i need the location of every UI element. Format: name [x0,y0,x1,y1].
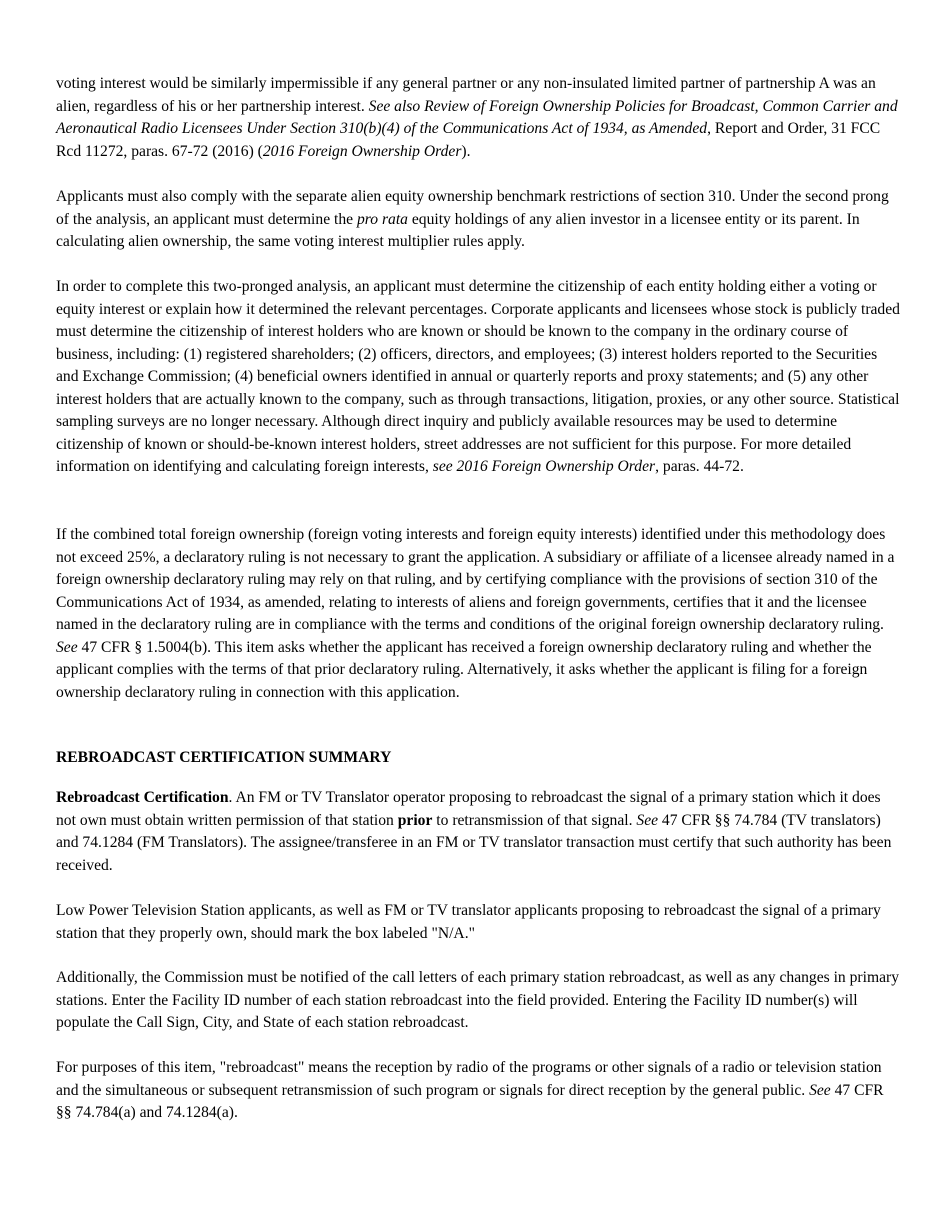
section-heading: REBROADCAST CERTIFICATION SUMMARY [56,749,392,766]
paragraph-low-power-tv: Low Power Television Station applicants, as well as FM or TV translator applicants proposing to rebroadcast the signal of a primary station that they properly own, should mark the box labeled "N/A." [56,902,881,942]
paragraph-combined-foreign-ownership: If the combined total foreign ownership (foreign voting interests and foreign equity interests) identified under this methodology does not exceed 25%, a declaratory ruling is not necessary to grant the application. A subsidiary or affiliate of a licensee already named in a foreign ownership declaratory ruling may rely on that ruling, and by certifying compliance with the provisions of section 310 of the Communications Act of 1934, as amended, relating to interests of aliens and foreign governments, certifies that it and the licensee named in the declaratory ruling are in compliance with the terms and conditions of the original foreign ownership declaratory ruling. See 47 CFR § 1.5004(b). This item asks whether the applicant has received a foreign ownership declaratory ruling and whether the applicant complies with the terms of that prior declaratory ruling. Alternatively, it asks whether the applicant is filing for a foreign ownership declaratory ruling in connection with this application. [56,526,895,701]
paragraph-rebroadcast-definition: For purposes of this item, "rebroadcast" means the reception by radio of the programs or other signals of a radio or television station and the simultaneous or subsequent retransmission of such program or signals for direct reception by the general public. See 47 CFR §§ 74.784(a) and 74.1284(a). [56,1059,884,1121]
paragraph-call-letters-notification: Additionally, the Commission must be notified of the call letters of each primary station rebroadcast, as well as any changes in primary stations. Enter the Facility ID number of each station rebroadcast into the field provided. Entering the Facility ID number(s) will populate the Call Sign, City, and State of each station rebroadcast. [56,969,899,1031]
paragraph-alien-voting-interest: voting interest would be similarly impermissible if any general partner or any non-insulated limited partner of partnership A was an alien, regardless of his or her partnership interest. See also Review of Foreign Ownership Policies for Broadcast, Common Carrier and Aeronautical Radio Licensees Under Section 310(b)(4) of the Communications Act of 1934, as Amended, Report and Order, 31 FCC Rcd 11272, paras. 67-72 (2016) (2016 Foreign Ownership Order). [56,75,898,160]
paragraph-equity-benchmark: Applicants must also comply with the separate alien equity ownership benchmark restrictions of section 310. Under the second prong of the analysis, an applicant must determine the pro rata equity holdings of any alien investor in a licensee entity or its parent. In calculating alien ownership, the same voting interest multiplier rules apply. [56,188,889,250]
paragraph-two-pronged-analysis: In order to complete this two-pronged analysis, an applicant must determine the citizenship of each entity holding either a voting or equity interest or explain how it determined the relevant percentages. Corporate applicants and licensees whose stock is publicly traded must determine the citizenship of interest holders who are known or should be known to the company in the ordinary course of business, including: (1) registered shareholders; (2) officers, directors, and employees; (3) interest holders reported to the Securities and Exchange Commission; (4) beneficial owners identified in annual or quarterly reports and proxy statements; and (5) any other interest holders that are actually known to the company, such as through transactions, litigation, proxies, or any other source. Statistical sampling surveys are no longer necessary. Although direct inquiry and publicly available resources may be used to determine citizenship of known or should-be-known interest holders, street addresses are not sufficient for this purpose. For more detailed information on identifying and calculating foreign interests, see 2016 Foreign Ownership Order, paras. 44-72. [56,278,900,475]
paragraph-rebroadcast-certification: Rebroadcast Certification. An FM or TV Translator operator proposing to rebroadcast the signal of a primary station which it does not own must obtain written permission of that station prior to retransmission of that signal. See 47 CFR §§ 74.784 (TV translators) and 74.1284 (FM Translators). The assignee/transferee in an FM or TV translator transaction must certify that such authority has been received. [56,789,892,874]
